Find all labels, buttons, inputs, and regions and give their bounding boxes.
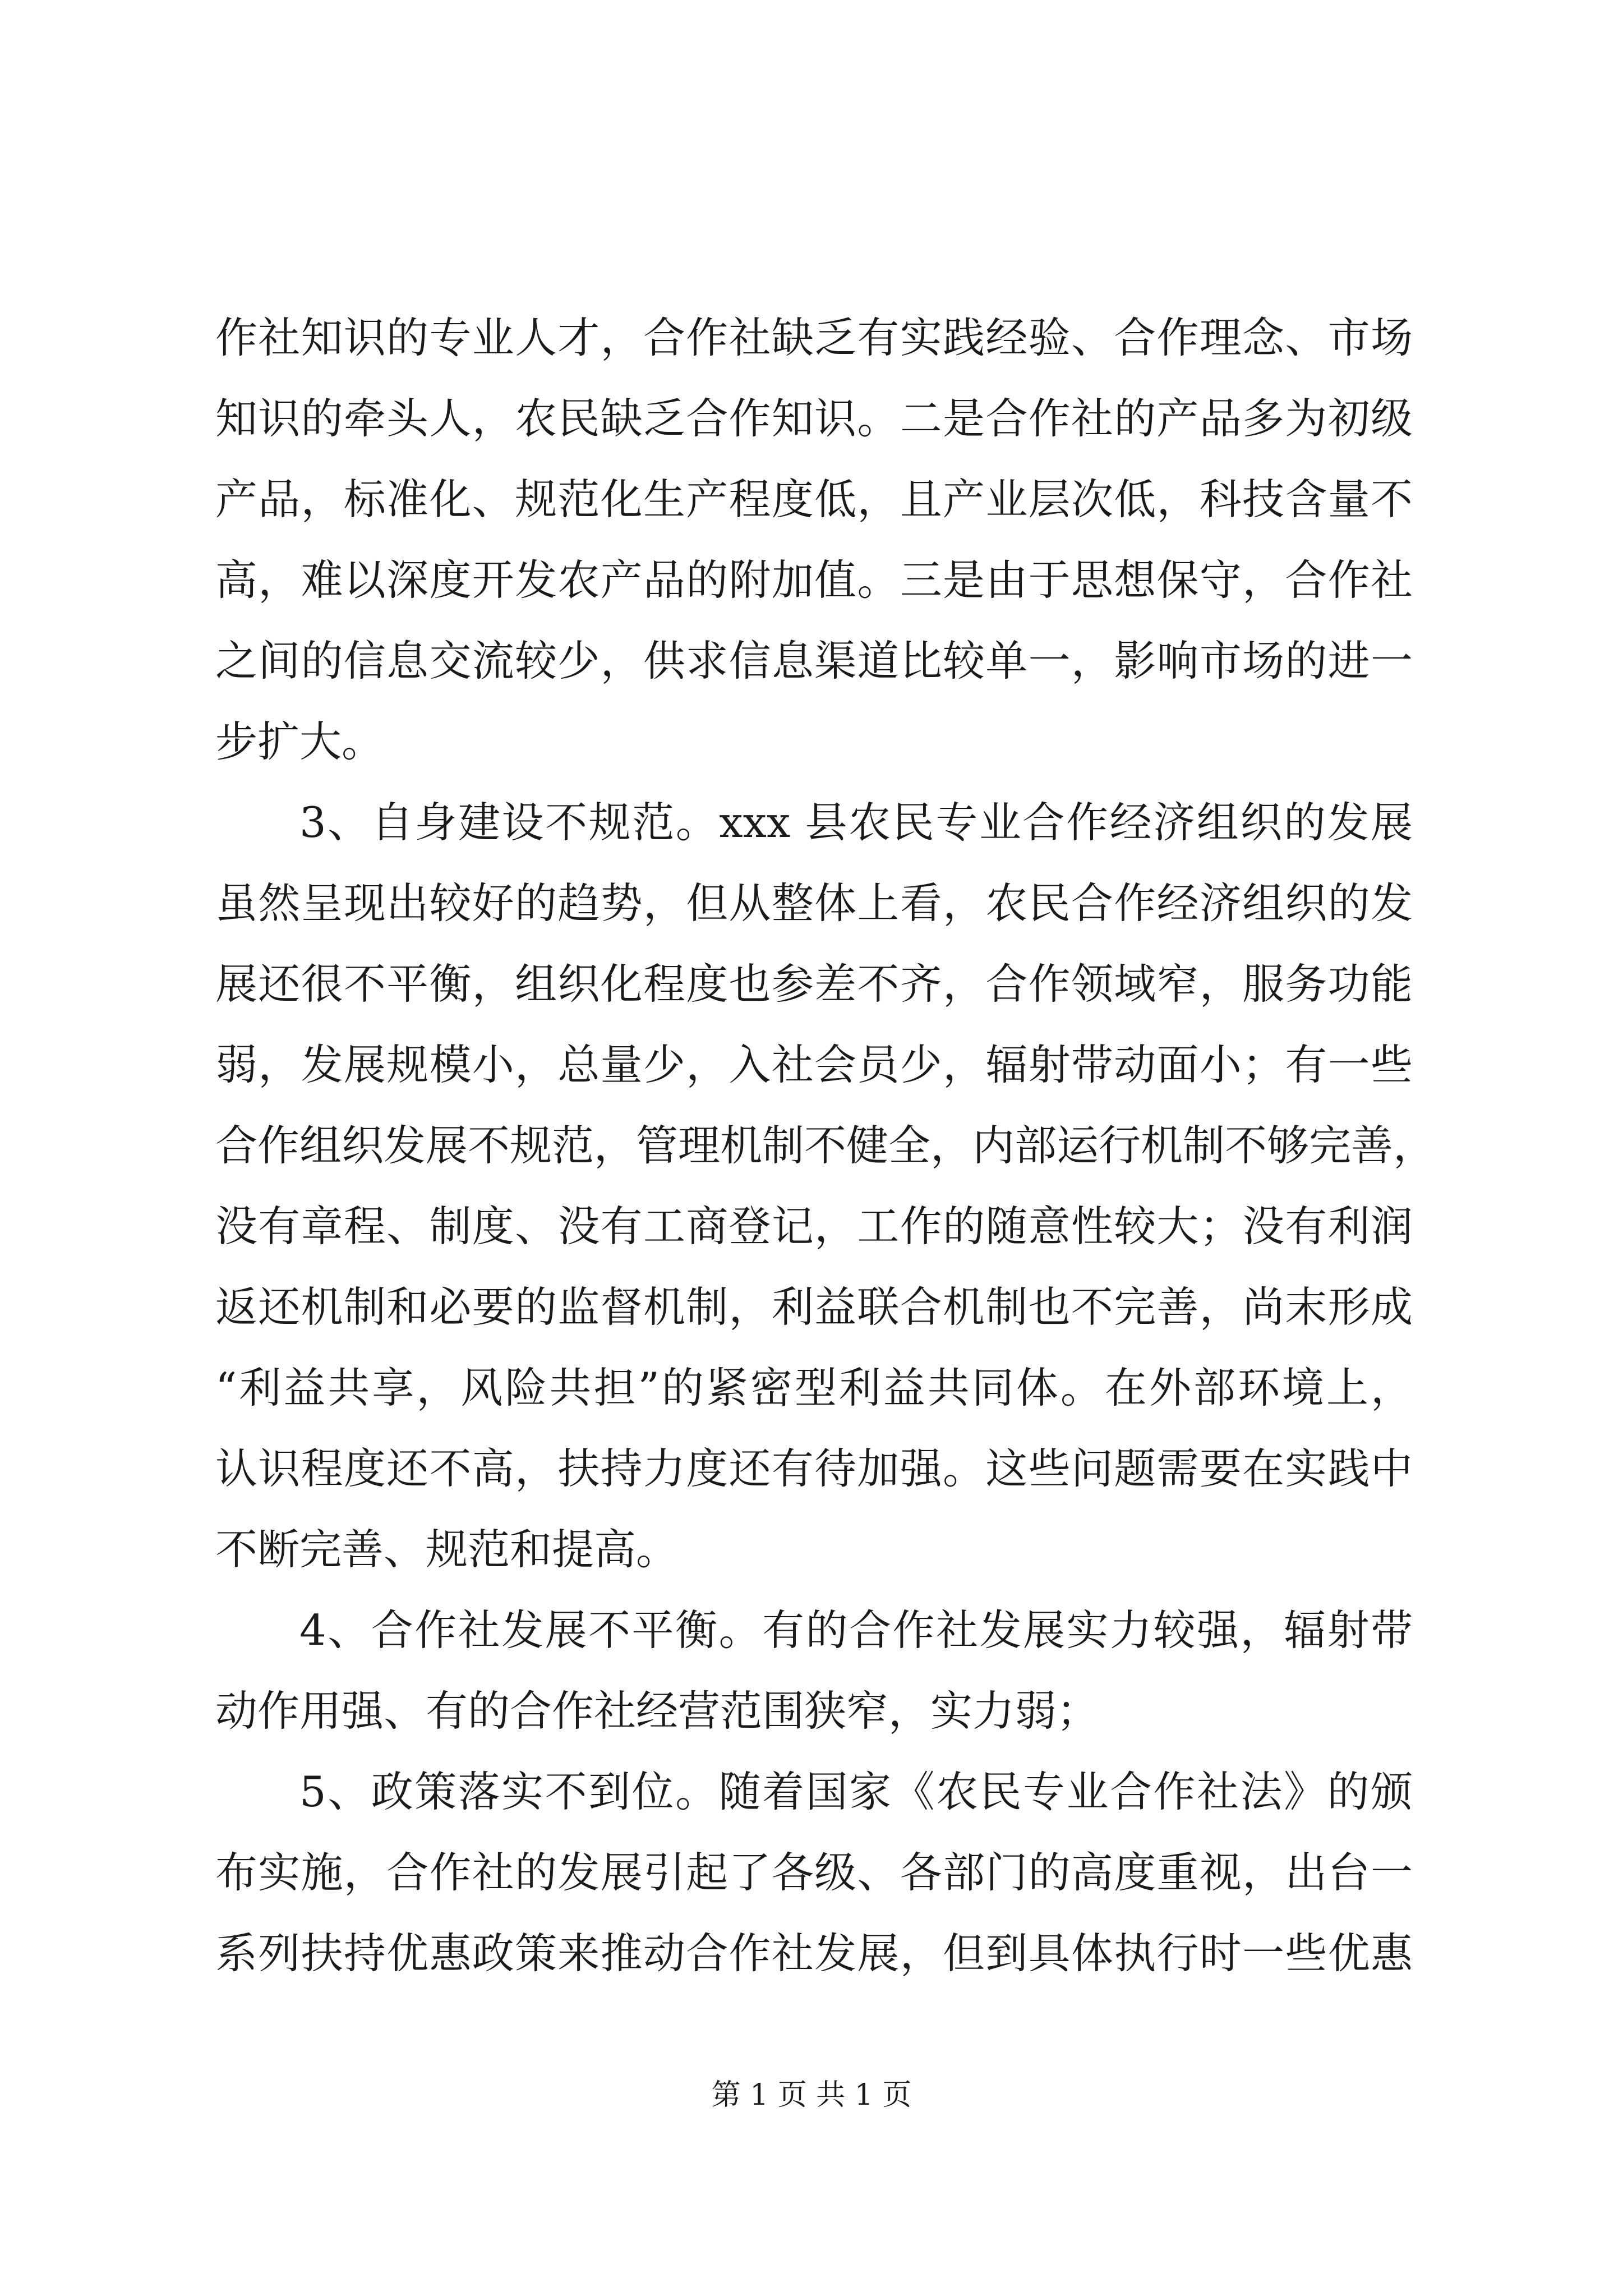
text-line: 系列扶持优惠政策来推动合作社发展，但到具体执行时一些优惠 <box>215 1929 1413 1978</box>
text-line: 3、自身建设不规范。xxx 县农民专业合作经济组织的发展 <box>299 798 1413 847</box>
text-line: 返还机制和必要的监督机制，利益联合机制也不完善，尚末形成 <box>215 1282 1413 1332</box>
text-line: 知识的牵头人，农民缺乏合作知识。二是合作社的产品多为初级 <box>215 394 1413 443</box>
text-line: 步扩大。 <box>215 717 384 766</box>
text-line: 布实施，合作社的发展引起了各级、各部门的高度重视，出台一 <box>215 1848 1413 1897</box>
text-line: 不断完善、规范和提高。 <box>215 1525 679 1574</box>
text-line: 动作用强、有的合作社经营范围狭窄，实力弱； <box>215 1686 1099 1736</box>
text-line: 5、政策落实不到位。随着国家《农民专业合作社法》的颁 <box>299 1767 1413 1816</box>
text-line: 产品，标准化、规范化生产程度低，且产业层次低，科技含量不 <box>215 475 1413 524</box>
text-line: 合作组织发展不规范，管理机制不健全，内部运行机制不够完善， <box>215 1121 1436 1170</box>
text-line: 虽然呈现出较好的趋势，但从整体上看，农民合作经济组织的发 <box>215 878 1413 928</box>
text-line: 之间的信息交流较少，供求信息渠道比较单一，影响市场的进一 <box>215 636 1413 685</box>
text-line: 没有章程、制度、没有工商登记，工作的随意性较大；没有利润 <box>215 1202 1413 1251</box>
text-line: 认识程度还不高，扶持力度还有待加强。这些问题需要在实践中 <box>215 1444 1413 1493</box>
text-line: 弱，发展规模小，总量少，入社会员少，辐射带动面小；有一些 <box>215 1040 1413 1089</box>
text-line: “利益共享，风险共担”的紧密型利益共同体。在外部环境上， <box>215 1363 1413 1412</box>
text-line: 展还很不平衡，组织化程度也参差不齐，合作领域窄，服务功能 <box>215 959 1413 1009</box>
page-footer: 第 1 页 共 1 页 <box>711 2078 912 2112</box>
text-line: 作社知识的专业人才，合作社缺乏有实践经验、合作理念、市场 <box>215 313 1413 362</box>
body-text <box>215 297 1436 1994</box>
text-line: 高，难以深度开发农产品的附加值。三是由于思想保守，合作社 <box>215 555 1413 605</box>
text-line: 4、合作社发展不平衡。有的合作社发展实力较强，辐射带 <box>299 1605 1413 1655</box>
